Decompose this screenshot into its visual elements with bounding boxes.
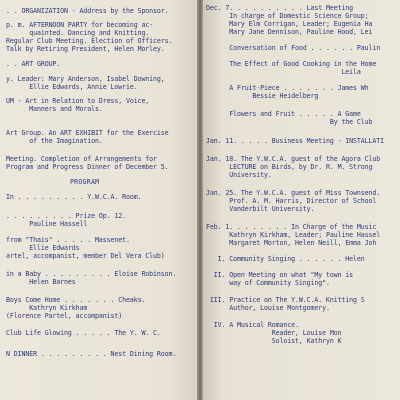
left-line: p. m. AFTERNOON PARTY for becoming ac- [6, 21, 154, 29]
left-line: Manners and Morals. [6, 105, 103, 113]
left-line: Pauline Hassell [6, 220, 88, 228]
right-line: Jan. 11. . . . . Business Meeting - INSTALLATI [206, 137, 385, 145]
left-line: Boys Come Home . . . . . . . Cheaks. [6, 296, 146, 304]
left-line: UM - Art in Relation to Dress, Voice, [6, 97, 150, 105]
left-line: . . ORGANIZATION - Address by the Sponsor. [6, 7, 169, 15]
left-line: Talk by Retiring President, Helen Morley. [6, 45, 165, 53]
left-line: of the Imagination. [6, 137, 103, 145]
left-page [0, 0, 197, 400]
right-line: In charge of Domestic Science Group; [206, 12, 369, 20]
left-line: Program and Progress Dinner of December 5. [6, 163, 169, 171]
program-heading: PROGRAM [70, 178, 100, 186]
right-line: The Effect of Good Cooking in the Home [206, 60, 377, 68]
left-line: . . . . . . . . . Prize Op. 12. [6, 212, 126, 220]
left-line: Art Group. An ART EXHIBIT for the Exercise [6, 129, 169, 137]
left-line: Club Life Glowing . . . . . The Y. W. C. [6, 329, 161, 337]
left-line: Ellie Edwards, Annie Lowrie. [6, 83, 138, 91]
left-line: in a Baby . . . . . . . . . Eloise Robinson. [6, 270, 177, 278]
right-line: Prof. A. M. Harris, Director of School [206, 197, 377, 205]
right-line: Conversation of Food . . . . . . Paulin [206, 44, 381, 52]
right-line: Feb. 1. . . . . . . . In Charge of the Music [206, 223, 377, 231]
right-line: IV. A Musical Romance. [206, 321, 299, 329]
right-line: University. [206, 171, 272, 179]
left-line: y. Leader: Mary Anderson, Isabel Downing, [6, 75, 165, 83]
right-page [203, 0, 400, 400]
right-line: LECTURE on Birds, by Dr. R. M. Strong [206, 163, 373, 171]
right-line: Jan. 25. The Y.W.C.A. guest of Miss Townsend. [206, 189, 381, 197]
right-line: III. Practice on The Y.W.C.A. Knitting S [206, 296, 365, 304]
right-line: Soloist, Kathryn K [206, 337, 342, 345]
right-line: I. Community Singing . . . . . . Helen [206, 255, 365, 263]
right-line: Vanderbilt University. [206, 205, 315, 213]
left-line: artel, accompanist, member Del Vera Club) [6, 252, 165, 260]
right-line: Author, Louise Montgomery. [206, 304, 330, 312]
left-line: Kathryn Kirkham [6, 304, 88, 312]
left-line: quainted. Dancing and Knitting. [6, 29, 150, 37]
left-line: In . . . . . . . . . Y.W.C.A. Room. [6, 193, 142, 201]
left-line: Ellie Edwards [6, 244, 80, 252]
left-line: (Florence Partel, accompanist) [6, 312, 123, 320]
right-line: Jan. 18. The Y.W.C.A. guest of the Agora Club [206, 155, 381, 163]
right-line: A Fruit-Piece . . . . . . . James Wh [206, 84, 369, 92]
right-line: way of Community Singing". [206, 279, 330, 287]
left-line: Helen Barnes [6, 278, 76, 286]
right-line: Dec. 7. . . . . . . . . . Last Meeting [206, 4, 354, 12]
right-line: Flowers and Fruit . . . . . A Game [206, 110, 361, 118]
left-line: N DINNER . . . . . . . . . Nest Dining Room. [6, 350, 177, 358]
right-line: Leila [206, 68, 361, 76]
right-line: Bessie Heidelberg [206, 92, 319, 100]
right-line: Mary Elm Corrigan, Leader; Eugenia Ha [206, 20, 373, 28]
right-line: II. Open Meeting on what "My town is [206, 271, 354, 279]
right-line: Mary Jane Dennison, Pauline Hood, Lei [206, 28, 373, 36]
left-line: from "Thais" . . . . . Massenet. [6, 236, 130, 244]
right-line: Kathryn Kirkham, Leader; Pauline Hassel [206, 231, 381, 239]
left-line: Meeting. Completion of Arrangements for [6, 155, 157, 163]
left-line: . . ART GROUP. [6, 60, 61, 68]
right-line: By the Club [206, 118, 373, 126]
right-line: Margaret Morton, Helen Neill, Emma Joh [206, 239, 377, 247]
left-line: Regular Club Meeting. Election of Officers. [6, 37, 173, 45]
right-line: Reader, Louise Mon [206, 329, 342, 337]
